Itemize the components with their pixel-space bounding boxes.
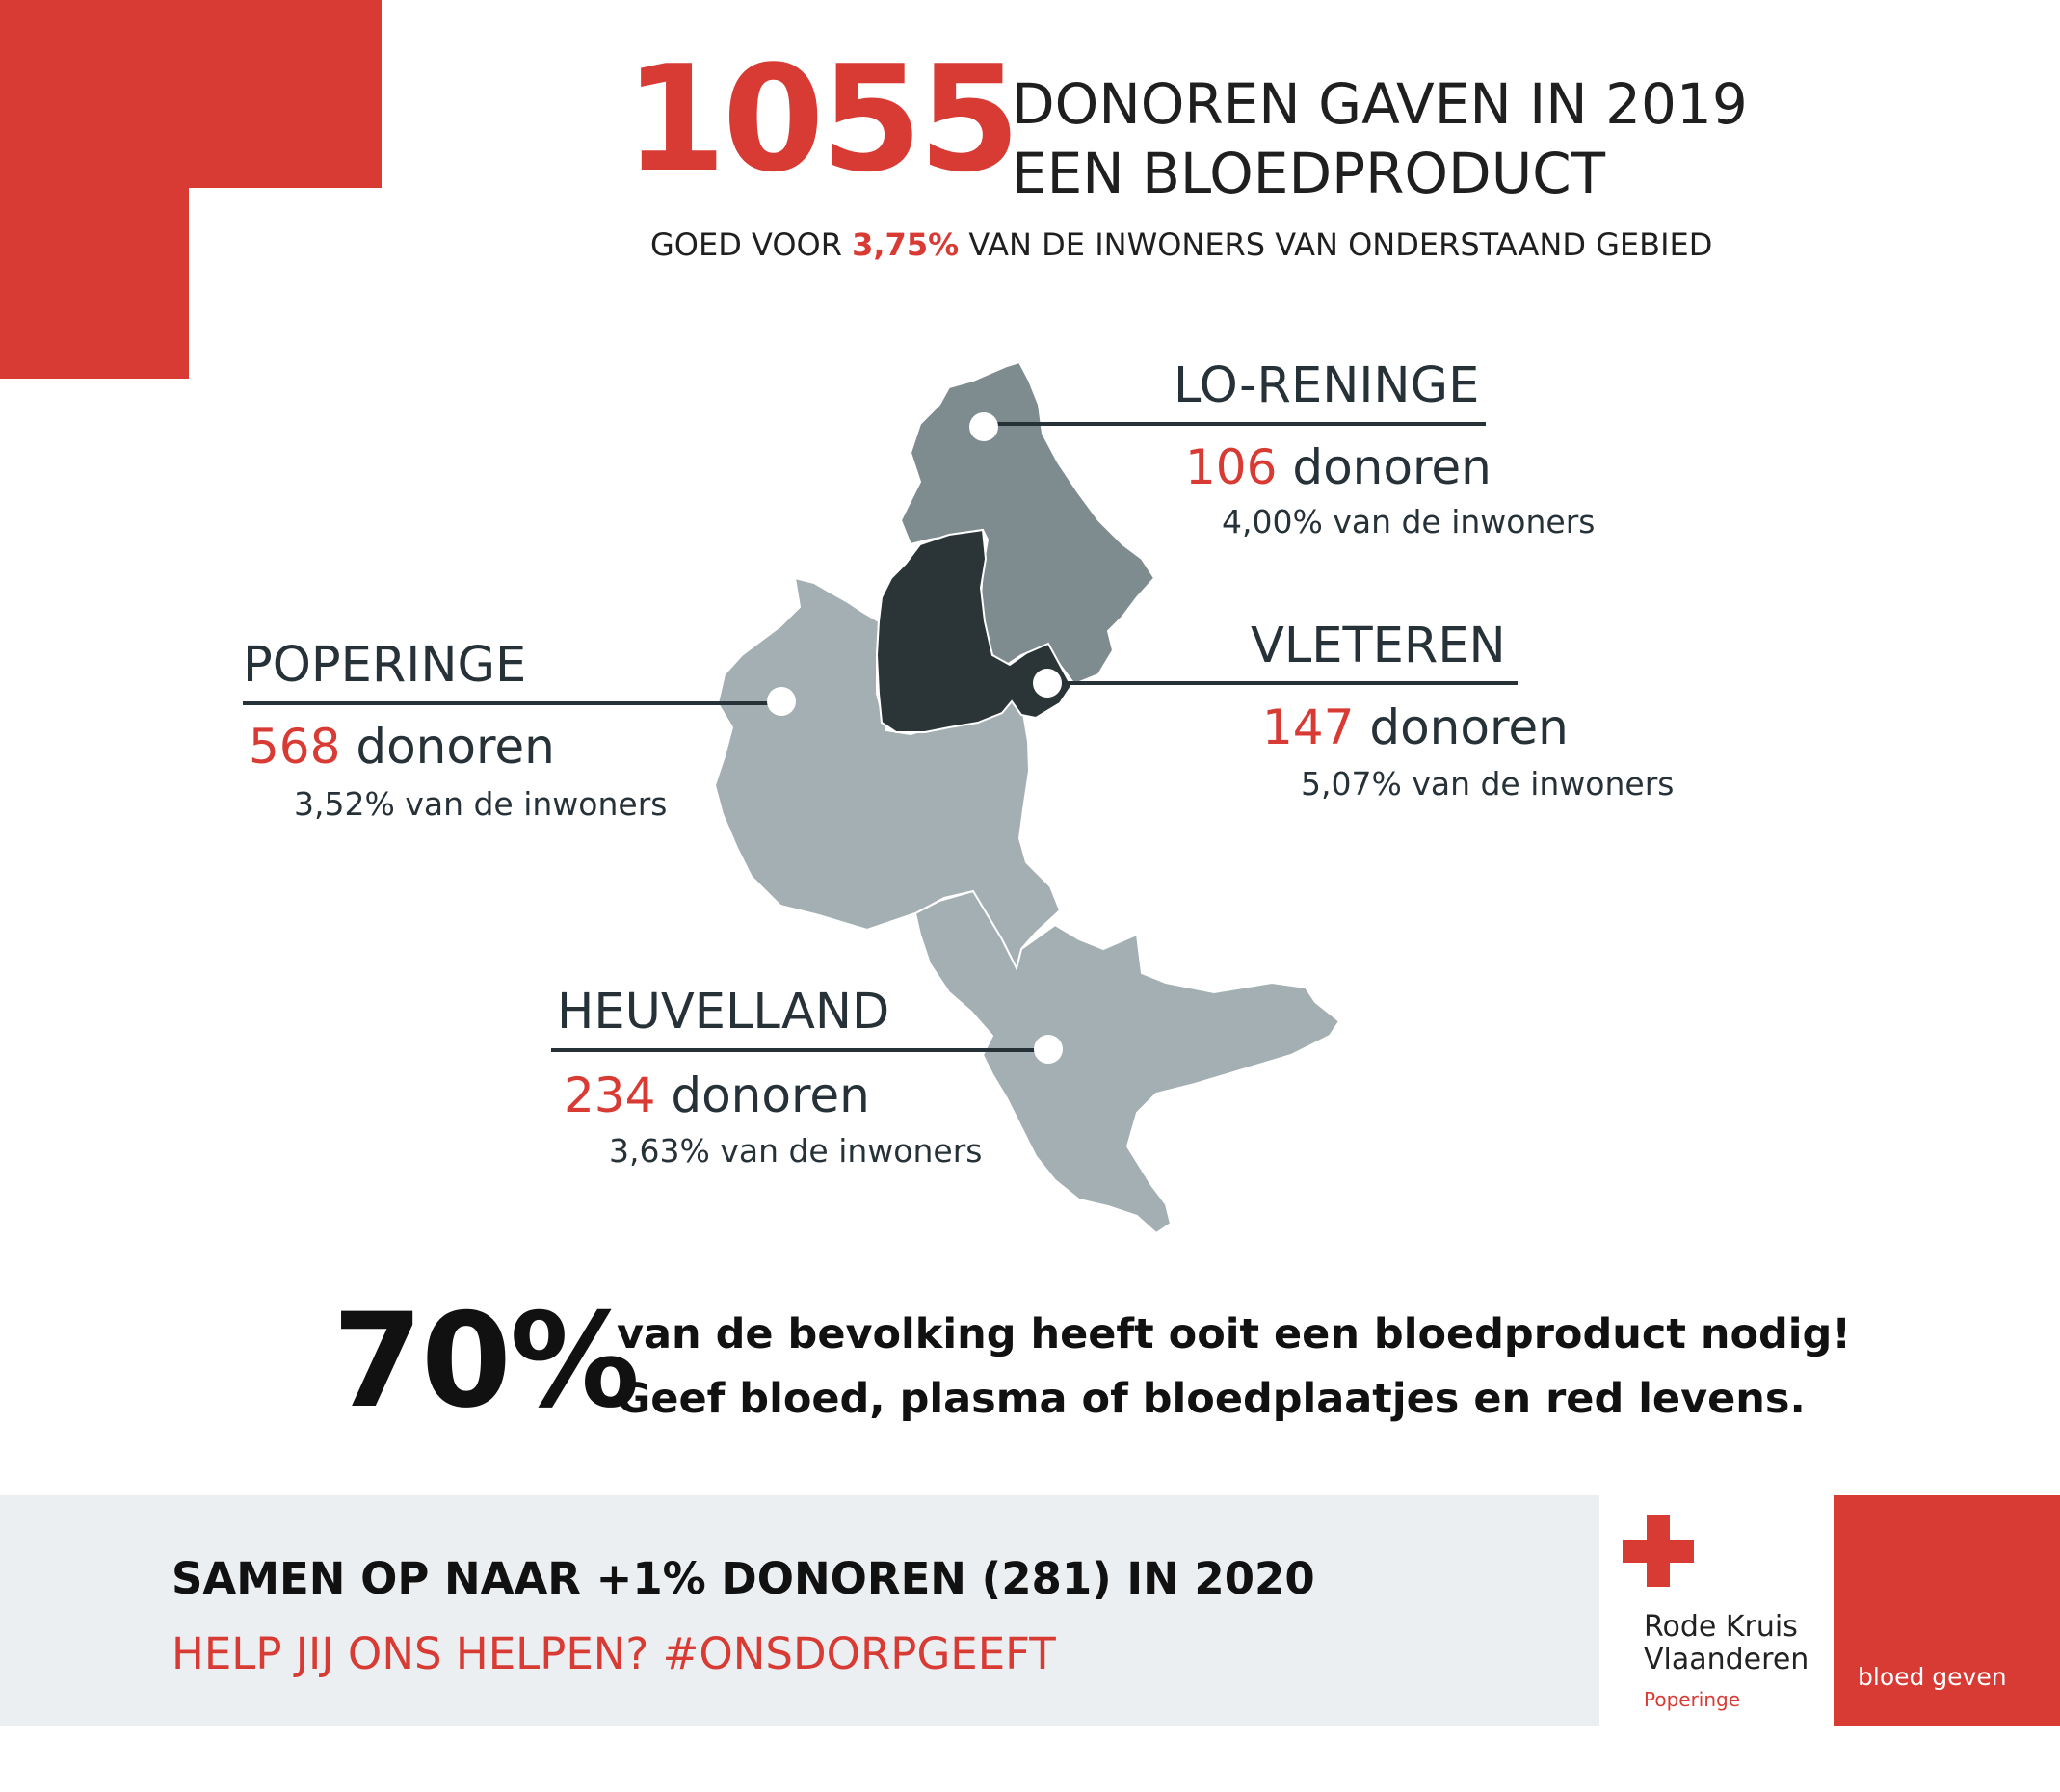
- marker-poperinge: [767, 687, 796, 716]
- count-number: 568: [249, 719, 341, 775]
- subline-after: VAN DE INWONERS VAN ONDERSTAAND GEBIED: [959, 226, 1713, 263]
- logo-line-1: Rode Kruis: [1644, 1610, 1798, 1644]
- region-count-vleteren: [1262, 699, 1569, 755]
- leader-line-poperinge: [243, 701, 782, 705]
- region-pct-vleteren: 5,07% van de inwoners: [1301, 765, 1675, 803]
- footer-hashtag: HELP JIJ ONS HELPEN? #ONSDORPGEEFT: [172, 1628, 1056, 1679]
- footer-title: SAMEN OP NAAR +1% DONOREN (281) IN 2020: [172, 1553, 1315, 1604]
- statement-line-2: Geef bloed, plasma of bloedplaatjes en red levens.: [617, 1375, 1806, 1423]
- subline-before: GOED VOOR: [650, 226, 853, 263]
- region-name-vleteren: VLETEREN: [1251, 618, 1506, 674]
- population-percentage: 70%: [332, 1285, 639, 1436]
- leader-line-lo-reninge: [985, 422, 1486, 426]
- slogan-line-2: doet leven: [1858, 1728, 1986, 1756]
- count-unit: donoren: [340, 719, 555, 775]
- region-name-heuvelland: HEUVELLAND: [557, 984, 890, 1041]
- marker-lo-reninge: [969, 412, 998, 441]
- headline-line-2: EEN BLOEDPRODUCT: [1012, 141, 1606, 206]
- slogan-line-1: bloed geven: [1858, 1663, 2007, 1691]
- logo-text: [1644, 1611, 1809, 1676]
- subline-percentage: 3,75%: [852, 226, 960, 263]
- region-pct-lo-reninge: 4,00% van de inwoners: [1222, 503, 1596, 540]
- count-number: 234: [564, 1067, 656, 1123]
- leader-line-vleteren: [1050, 681, 1518, 685]
- logo-line-2: Vlaanderen: [1644, 1643, 1809, 1676]
- total-donors-number: 1055: [624, 34, 1017, 204]
- red-cross-icon-vertical: [1647, 1515, 1670, 1587]
- leader-line-heuvelland: [551, 1048, 1043, 1052]
- count-unit: donoren: [655, 1067, 870, 1123]
- region-name-poperinge: POPERINGE: [243, 637, 527, 694]
- region-pct-poperinge: 3,52% van de inwoners: [294, 785, 668, 823]
- region-name-lo-reninge: LO-RENINGE: [1174, 357, 1480, 414]
- logo-city: Poperinge: [1644, 1688, 1741, 1711]
- region-count-lo-reninge: [1185, 439, 1492, 495]
- footer-band: [0, 1495, 1599, 1726]
- count-unit: donoren: [1277, 439, 1492, 495]
- statement-text: [617, 1303, 1851, 1432]
- headline-line-1: DONOREN GAVEN IN 2019: [1012, 71, 1748, 137]
- count-number: 106: [1185, 439, 1278, 495]
- count-unit: donoren: [1354, 699, 1569, 755]
- marker-heuvelland: [1034, 1035, 1063, 1064]
- statement-line-1: van de bevolking heeft ooit een bloedproduct nodig!: [617, 1310, 1851, 1358]
- region-count-heuvelland: [564, 1067, 870, 1123]
- count-number: 147: [1262, 699, 1355, 755]
- map-region-heuvelland: [915, 891, 1339, 1233]
- region-count-poperinge: [249, 719, 555, 775]
- slogan-text: [1858, 1628, 2007, 1792]
- marker-vleteren: [1033, 669, 1062, 698]
- region-pct-heuvelland: 3,63% van de inwoners: [609, 1132, 983, 1170]
